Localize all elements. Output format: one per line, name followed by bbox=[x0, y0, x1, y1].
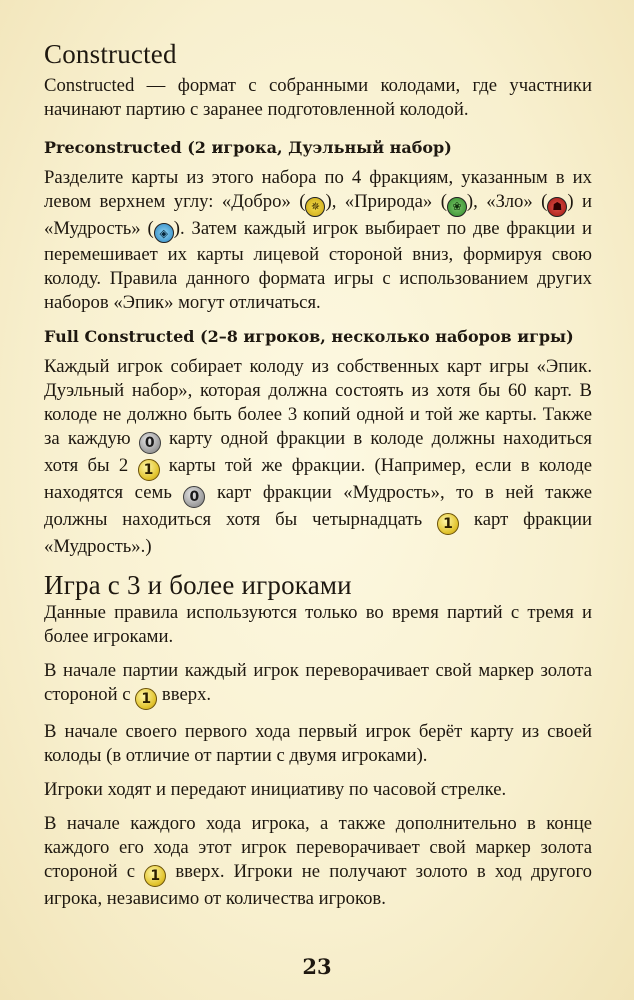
multiplayer-p2: В начале партии каждый игрок переворачивает свой маркер золота стороной с 1 вверх. bbox=[44, 659, 592, 710]
heading-constructed: Constructed bbox=[44, 39, 177, 69]
multiplayer-p5: В начале каждого хода игрока, а также дополнительно в конце каждого его хода этот игрок переворачивает свой маркер золота стороной с 1 вверх. Игроки не получают золото в ход другого игрока, независимо от количества игроков. bbox=[44, 813, 592, 909]
coin-one-icon: 1 bbox=[135, 688, 157, 710]
coin-one-icon: 1 bbox=[437, 513, 459, 535]
multiplayer-p3: В начале своего первого хода первый игрок берёт карту из своей колоды (в отличие от партии с двумя игроками). bbox=[44, 721, 592, 766]
faction-evil-icon: ☗ bbox=[547, 197, 567, 217]
multiplayer-p4: Игроки ходят и передают инициативу по часовой стрелке. bbox=[44, 779, 507, 800]
faction-wisdom-icon: ◈ bbox=[154, 223, 174, 243]
preconstructed-text: Разделите карты из этого набора по 4 фракциям, указанным в их левом верхнем углу: «Добро» ( ✵ ), «Природа» ( ❀ ), «Зло» ( ☗ ) и «Мудрость» ( ◈ ). Затем каждый игрок выбирает по две фракции и перемешивает их карты лицевой стороной вниз, формируя свою колоду. Правила данного формата игры с использованием других наборов «Эпик» могут отличаться. bbox=[44, 167, 592, 313]
full-constructed-text: Каждый игрок собирает колоду из собственных карт игры «Эпик. Дуэльный набор», которая должна состоять из хотя бы 60 карт. В колоде не должно быть более 3 копий одной и той же карты. Также за каждую 0 карту одной фракции в колоде должны находиться хотя бы 2 1 карты той же фракции. (Например, если в колоде находятся семь 0 карт фракции «Мудрость», то в ней также должны находиться хотя бы четырнадцать 1 карт фракции «Мудрость».) bbox=[44, 356, 592, 557]
coin-one-icon: 1 bbox=[144, 865, 166, 887]
heading-multiplayer: Игра с 3 и более игроками bbox=[44, 570, 352, 600]
coin-one-icon: 1 bbox=[138, 459, 160, 481]
heading-full-constructed: Full Constructed (2–8 игроков, несколько наборов игры) bbox=[44, 327, 574, 346]
page-number: 23 bbox=[302, 954, 332, 979]
constructed-intro: Constructed — формат с собранными колодами, где участники начинают партию с заранее подготовленной колодой. bbox=[44, 75, 592, 120]
page-content bbox=[44, 38, 592, 921]
multiplayer-p1: Данные правила используются только во время партий с тремя и более игроками. bbox=[44, 602, 592, 647]
coin-zero-icon: 0 bbox=[183, 486, 205, 508]
faction-good-icon: ✵ bbox=[305, 197, 325, 217]
coin-zero-icon: 0 bbox=[139, 432, 161, 454]
heading-preconstructed: Preconstructed (2 игрока, Дуэльный набор) bbox=[44, 138, 452, 157]
faction-nature-icon: ❀ bbox=[447, 197, 467, 217]
